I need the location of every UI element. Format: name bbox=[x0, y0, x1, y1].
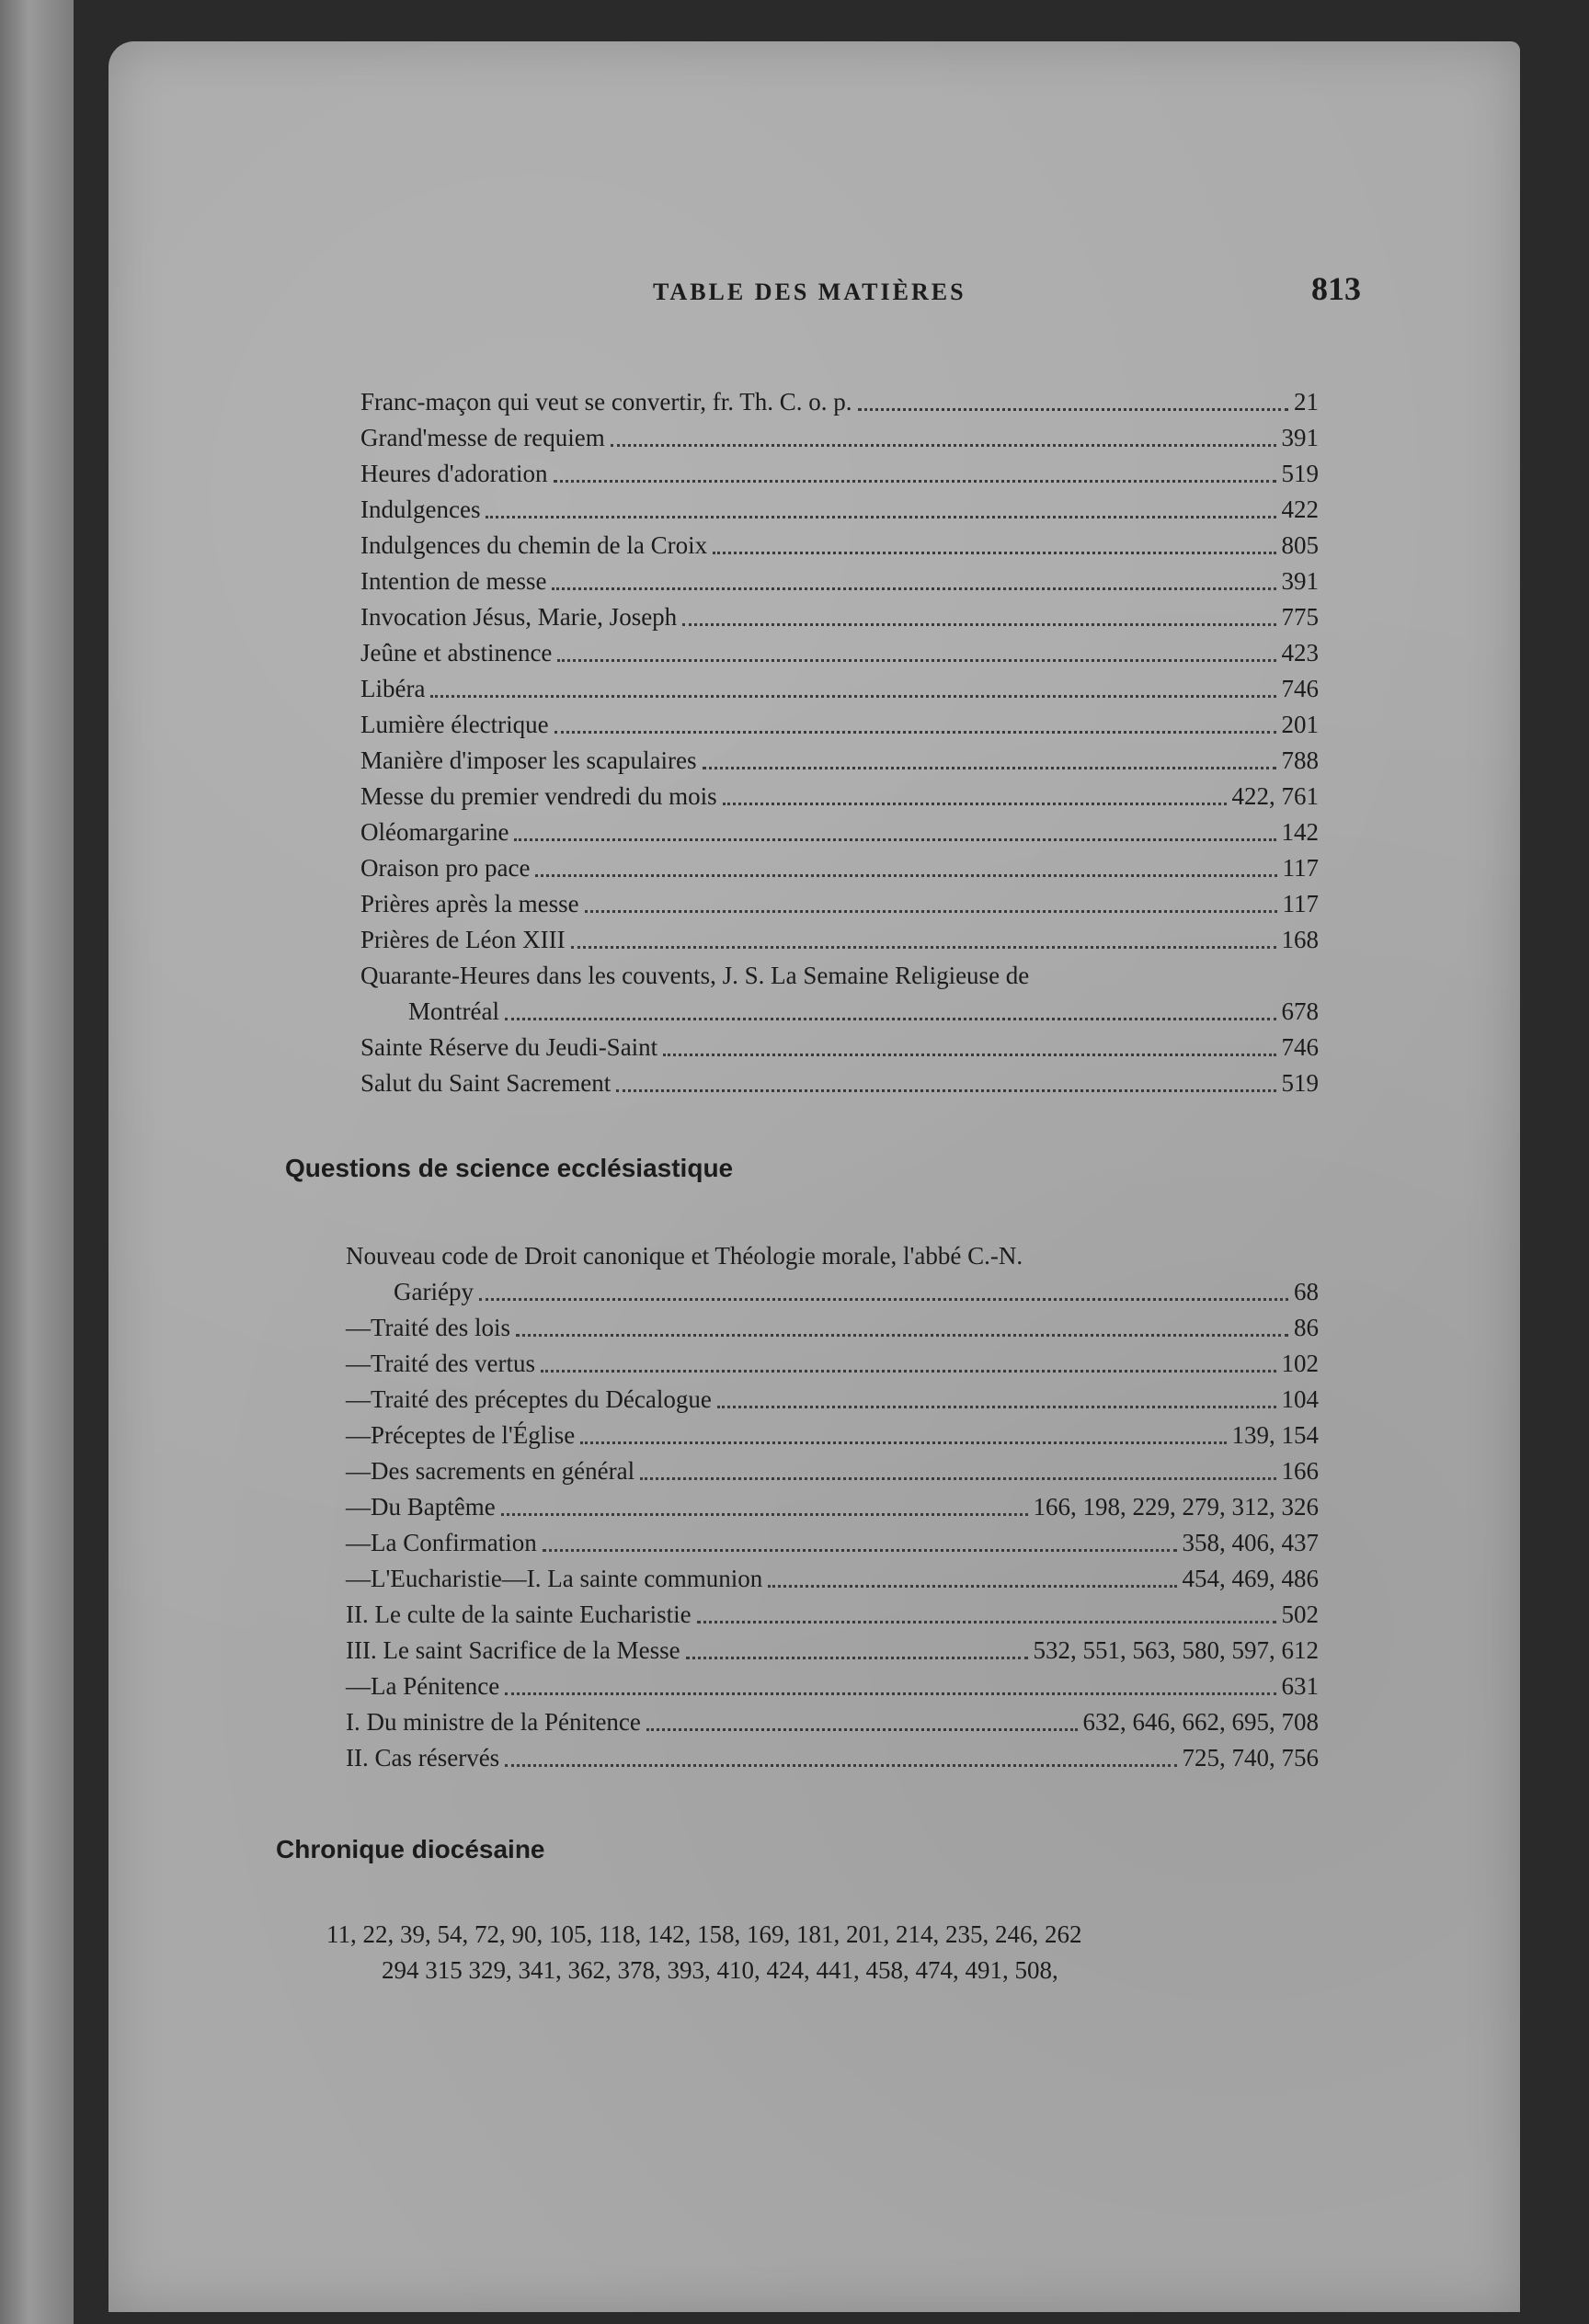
entry-label: I. Du ministre de la Pénitence bbox=[346, 1708, 641, 1736]
entry-page-numbers: 68 bbox=[1294, 1278, 1319, 1305]
entry-label: Manière d'imposer les scapulaires bbox=[360, 746, 697, 774]
entry-page-numbers: 631 bbox=[1281, 1672, 1319, 1700]
dot-leader bbox=[543, 1548, 1177, 1552]
entry-label: Invocation Jésus, Marie, Joseph bbox=[360, 603, 678, 631]
index-entry bbox=[360, 815, 1319, 850]
dot-leader bbox=[663, 1053, 1275, 1056]
dot-leader bbox=[713, 551, 1275, 554]
entry-page-numbers: 21 bbox=[1294, 388, 1319, 416]
entry-label: II. Cas réservés bbox=[346, 1744, 500, 1771]
entry-label: Prières de Léon XIII bbox=[360, 926, 566, 953]
dot-leader bbox=[505, 1763, 1176, 1767]
entry-page-numbers: 86 bbox=[1294, 1314, 1319, 1341]
index-entry bbox=[360, 456, 1319, 492]
dot-leader bbox=[723, 802, 1227, 805]
index-entry bbox=[346, 1489, 1319, 1525]
index-entry bbox=[360, 420, 1319, 456]
index-entry bbox=[360, 564, 1319, 599]
entry-page-numbers: 422, 761 bbox=[1231, 782, 1319, 810]
entry-page-numbers: 142 bbox=[1281, 818, 1319, 846]
dot-leader bbox=[554, 730, 1276, 734]
entry-page-numbers: 454, 469, 486 bbox=[1182, 1565, 1319, 1592]
entry-page-numbers: 805 bbox=[1281, 531, 1319, 559]
entry-label: Oléomargarine bbox=[360, 818, 509, 846]
index-entry bbox=[360, 384, 1319, 420]
dot-leader bbox=[571, 945, 1276, 949]
dot-leader bbox=[486, 515, 1275, 518]
dot-leader bbox=[682, 622, 1275, 626]
entry-label: Intention de messe bbox=[360, 567, 547, 595]
index-entry bbox=[346, 1310, 1319, 1346]
entry-page-numbers: 746 bbox=[1281, 675, 1319, 702]
entry-label: Libéra bbox=[360, 675, 426, 702]
entry-page-numbers: 166 bbox=[1281, 1457, 1319, 1485]
dot-leader bbox=[697, 1620, 1276, 1623]
entry-label: —Du Baptême bbox=[346, 1493, 496, 1521]
entry-page-numbers: 423 bbox=[1281, 639, 1319, 666]
entry-label: Salut du Saint Sacrement bbox=[360, 1069, 612, 1097]
index-list-science bbox=[346, 1238, 1319, 1776]
entry-label: —La Pénitence bbox=[346, 1672, 500, 1700]
entry-page-numbers: 168 bbox=[1281, 926, 1319, 953]
entry-page-numbers: 519 bbox=[1281, 1069, 1319, 1097]
entry-label-continued: Montréal bbox=[408, 997, 499, 1025]
entry-label: —Préceptes de l'Église bbox=[346, 1421, 576, 1449]
entry-label: Lumière électrique bbox=[360, 711, 549, 738]
entry-label: —Traité des vertus bbox=[346, 1350, 535, 1377]
entry-label: Prières après la messe bbox=[360, 890, 579, 917]
index-entry bbox=[346, 1740, 1319, 1776]
section-heading-chronicle: Chronique diocésaine bbox=[276, 1835, 545, 1863]
dot-leader bbox=[479, 1297, 1288, 1301]
index-entry bbox=[360, 707, 1319, 743]
dot-leader bbox=[514, 837, 1275, 841]
dot-leader bbox=[516, 1333, 1288, 1337]
chronicle-page-list bbox=[326, 1917, 1320, 1988]
dot-leader bbox=[646, 1727, 1078, 1731]
index-entry bbox=[346, 1704, 1319, 1740]
entry-page-numbers: 502 bbox=[1281, 1601, 1319, 1628]
entry-label: —L'Eucharistie—I. La sainte communion bbox=[346, 1565, 763, 1592]
entry-page-numbers: 632, 646, 662, 695, 708 bbox=[1082, 1708, 1319, 1736]
index-entry bbox=[360, 635, 1319, 671]
entry-page-numbers: 391 bbox=[1281, 424, 1319, 451]
entry-page-numbers: 104 bbox=[1281, 1385, 1319, 1413]
entry-page-numbers: 117 bbox=[1282, 854, 1319, 882]
index-entry bbox=[346, 1597, 1319, 1633]
index-entry bbox=[360, 958, 1319, 1030]
dot-leader bbox=[552, 587, 1275, 590]
entry-label: III. Le saint Sacrifice de la Messe bbox=[346, 1636, 680, 1664]
page-number: 813 bbox=[1311, 270, 1361, 307]
entry-label: Jeûne et abstinence bbox=[360, 639, 553, 666]
entry-page-numbers: 725, 740, 756 bbox=[1182, 1744, 1319, 1771]
entry-label: —La Confirmation bbox=[346, 1529, 537, 1556]
running-title: TABLE DES MATIÈRES bbox=[653, 279, 966, 305]
index-entry bbox=[360, 1065, 1319, 1101]
dot-leader bbox=[686, 1656, 1028, 1659]
index-entry bbox=[346, 1669, 1319, 1704]
entry-label-continued: Gariépy bbox=[394, 1278, 474, 1305]
entry-label: Indulgences du chemin de la Croix bbox=[360, 531, 708, 559]
entry-page-numbers: 775 bbox=[1281, 603, 1319, 631]
index-entry bbox=[346, 1346, 1319, 1382]
index-entry bbox=[346, 1453, 1319, 1489]
index-entry bbox=[346, 1633, 1319, 1669]
entry-page-numbers: 678 bbox=[1281, 997, 1319, 1025]
index-entry bbox=[360, 922, 1319, 958]
dot-leader bbox=[557, 658, 1275, 662]
index-entry bbox=[360, 528, 1319, 564]
entry-page-numbers: 746 bbox=[1281, 1033, 1319, 1061]
index-entry bbox=[346, 1525, 1319, 1561]
entry-label: Sainte Réserve du Jeudi-Saint bbox=[360, 1033, 658, 1061]
index-entry bbox=[360, 1030, 1319, 1065]
entry-label: Indulgences bbox=[360, 496, 481, 523]
index-entry bbox=[360, 743, 1319, 779]
entry-label: —Des sacrements en général bbox=[346, 1457, 635, 1485]
entry-label: Grand'messe de requiem bbox=[360, 424, 605, 451]
entry-label: II. Le culte de la sainte Eucharistie bbox=[346, 1601, 692, 1628]
entry-page-numbers: 102 bbox=[1281, 1350, 1319, 1377]
adjacent-page-edge bbox=[0, 0, 74, 2324]
dot-leader bbox=[858, 407, 1288, 411]
index-entry bbox=[346, 1382, 1319, 1418]
index-entry bbox=[360, 779, 1319, 815]
dot-leader bbox=[585, 909, 1277, 913]
dot-leader bbox=[501, 1512, 1028, 1516]
index-entry bbox=[360, 599, 1319, 635]
index-entry bbox=[346, 1238, 1319, 1310]
chronicle-line: 294 315 329, 341, 362, 378, 393, 410, 424, 441, 458, 474, 491, 508, bbox=[382, 1956, 1058, 1984]
index-entry bbox=[360, 671, 1319, 707]
entry-page-numbers: 519 bbox=[1281, 460, 1319, 487]
entry-page-numbers: 788 bbox=[1281, 746, 1319, 774]
section-heading-science: Questions de science ecclésiastique bbox=[285, 1154, 734, 1182]
dot-leader bbox=[505, 1692, 1275, 1695]
entry-label: Heures d'adoration bbox=[360, 460, 548, 487]
entry-label: —Traité des préceptes du Décalogue bbox=[346, 1385, 712, 1413]
running-head bbox=[552, 269, 1361, 308]
entry-label: Quarante-Heures dans les couvents, J. S. La Semaine Religieuse de bbox=[360, 962, 1030, 989]
chronicle-line: 11, 22, 39, 54, 72, 90, 105, 118, 142, 158, 169, 181, 201, 214, 235, 246, 262 bbox=[326, 1920, 1082, 1948]
entry-page-numbers: 358, 406, 437 bbox=[1182, 1529, 1319, 1556]
index-entry bbox=[346, 1418, 1319, 1453]
dot-leader bbox=[703, 766, 1276, 769]
index-entry bbox=[360, 886, 1319, 922]
dot-leader bbox=[616, 1088, 1275, 1092]
entry-page-numbers: 139, 154 bbox=[1231, 1421, 1319, 1449]
dot-leader bbox=[554, 479, 1276, 483]
dot-leader bbox=[505, 1017, 1276, 1020]
entry-page-numbers: 532, 551, 563, 580, 597, 612 bbox=[1033, 1636, 1319, 1664]
index-entry bbox=[360, 492, 1319, 528]
dot-leader bbox=[717, 1405, 1276, 1408]
entry-label: Oraison pro pace bbox=[360, 854, 531, 882]
entry-page-numbers: 166, 198, 229, 279, 312, 326 bbox=[1033, 1493, 1319, 1521]
entry-label: Nouveau code de Droit canonique et Théologie morale, l'abbé C.-N. bbox=[346, 1242, 1023, 1270]
entry-page-numbers: 391 bbox=[1281, 567, 1319, 595]
entry-page-numbers: 117 bbox=[1282, 890, 1319, 917]
dot-leader bbox=[535, 873, 1276, 877]
entry-label: —Traité des lois bbox=[346, 1314, 511, 1341]
dot-leader bbox=[640, 1476, 1275, 1480]
entry-page-numbers: 422 bbox=[1281, 496, 1319, 523]
index-entry bbox=[346, 1561, 1319, 1597]
entry-label: Messe du premier vendredi du mois bbox=[360, 782, 717, 810]
dot-leader bbox=[768, 1584, 1176, 1588]
dot-leader bbox=[430, 694, 1275, 698]
index-entry bbox=[360, 850, 1319, 886]
entry-label: Franc-maçon qui veut se convertir, fr. Th. C. o. p. bbox=[360, 388, 852, 416]
index-list-liturgy bbox=[360, 384, 1319, 1101]
entry-page-numbers: 201 bbox=[1281, 711, 1319, 738]
dot-leader bbox=[580, 1441, 1226, 1444]
dot-leader bbox=[611, 443, 1276, 447]
dot-leader bbox=[541, 1369, 1276, 1373]
